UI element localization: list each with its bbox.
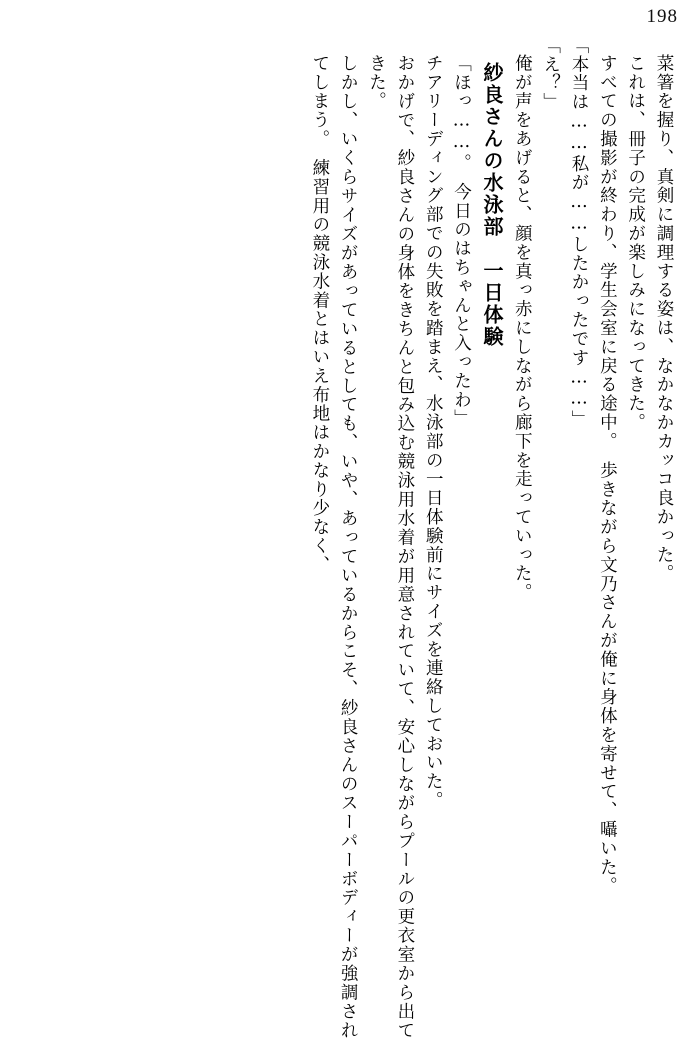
dialogue-line: 「ほっ……。 今日のはちゃんと入ったわ」 — [451, 54, 472, 429]
paragraph: すべての撮影が終わり、学生会室に戻る途中。 歩きながら文乃さんが俺に身体を寄せて、囁いた。 — [597, 54, 618, 896]
paragraph: 菜箸を握り、真剣に調理する姿は、なかなかカッコ良かった。 — [654, 54, 674, 584]
paragraph: これは、冊子の完成が楽しみになってきた。 — [625, 54, 646, 432]
paragraph: しかし、いくらサイズがあっているとしても、いや、あっているからこそ、紗良さんのスーパーボディーが強調されてしまう。 練習用の競泳水着とはいえ布地はかなり少なく、 — [309, 54, 359, 1040]
paragraph: 俺が声をあげると、顔を真っ赤にしながら廊下を走っていった。 — [512, 54, 533, 603]
page-text-body — [22, 36, 678, 1040]
paragraph: おかげで、紗良さんの身体をきちんと包み込む競泳用水着が用意されていて、安心しながらプールの更衣室から出てきた。 — [366, 54, 415, 1040]
paragraph: チアリーディング部での失敗を踏まえ、水泳部の一日体験前にサイズを連絡しておいた。 — [423, 54, 444, 810]
dialogue-line: 「え？」 — [540, 36, 561, 112]
section-heading: 紗良さんの水泳部 一日体験 — [479, 62, 504, 348]
page-number: 198 — [646, 6, 678, 27]
dialogue-line: 「本当は……私が……したかったです……」 — [568, 36, 589, 429]
